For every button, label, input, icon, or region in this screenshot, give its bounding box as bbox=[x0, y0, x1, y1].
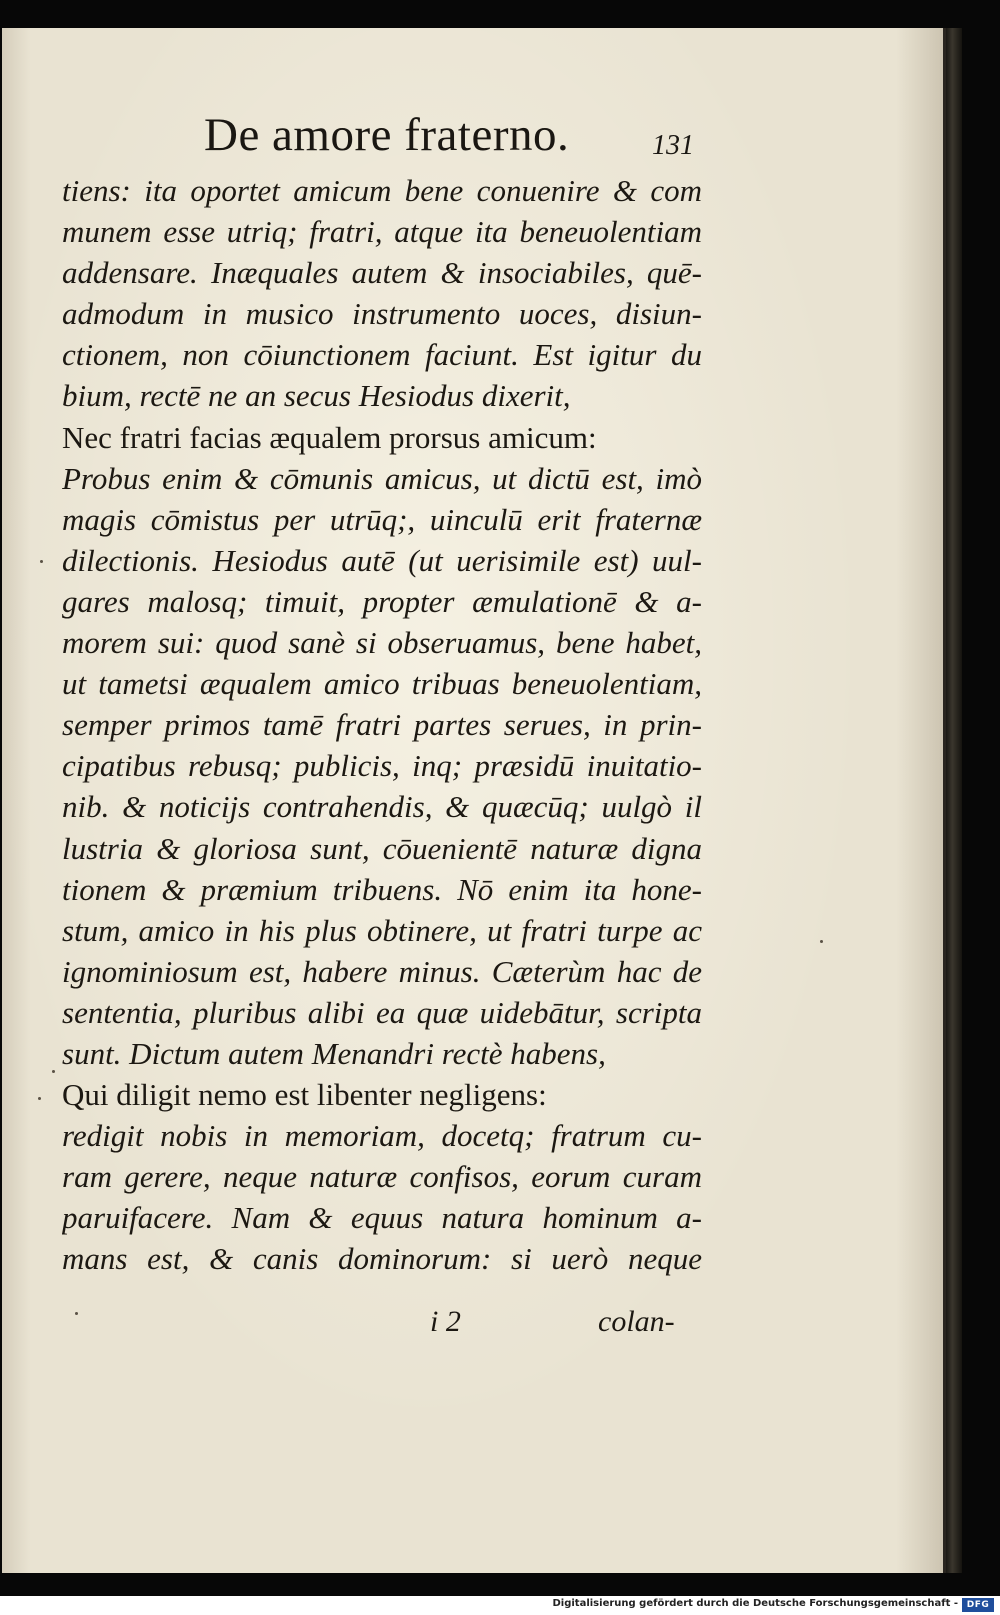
text-line: ctionem, non cōiunctionem faciunt. Est igitur du bbox=[62, 337, 702, 373]
text-line: ut tametsi æqualem amico tribuas beneuolentiam, bbox=[62, 666, 702, 702]
page-edge bbox=[946, 28, 962, 1573]
text-line: addensare. Inæquales autem & insociabiles, quē- bbox=[62, 255, 702, 291]
verse-line: Nec fratri facias æqualem prorsus amicum: bbox=[62, 419, 597, 455]
text-line: gares malosq; timuit, propter æmulationē & a- bbox=[62, 583, 702, 619]
text-line: sententia, pluribus alibi ea quæ uidebātur, scripta bbox=[62, 994, 702, 1030]
text-line: tiens: ita oportet amicum bene conuenire & com bbox=[62, 173, 702, 208]
text-line: mans est, & canis dominorum: si uerò neque bbox=[62, 1241, 702, 1277]
text-line: sunt. Dictum autem Menandri rectè habens, bbox=[62, 1035, 606, 1071]
text-line: stum, amico in his plus obtinere, ut fratri turpe ac bbox=[62, 912, 702, 948]
text-line: munem esse utriq; fratri, atque ita beneuolentiam bbox=[62, 214, 702, 250]
signature-mark: i 2 bbox=[430, 1305, 461, 1338]
text-line: ignominiosum est, habere minus. Cæterùm hac de bbox=[62, 953, 702, 989]
text-line: paruifacere. Nam & equus natura hominum a- bbox=[62, 1200, 702, 1236]
text-line: tionem & præmium tribuens. Nō enim ita hone- bbox=[62, 871, 702, 907]
digitization-footer bbox=[0, 1596, 1000, 1615]
text-line: lustria & gloriosa sunt, cōuenientē naturæ digna bbox=[62, 830, 702, 866]
folio-number: 131 bbox=[652, 130, 694, 161]
footer-credit: Digitalisierung gefördert durch die Deutsche Forschungsgemeinschaft - bbox=[552, 1598, 958, 1609]
text-block bbox=[62, 170, 702, 1280]
running-head bbox=[0, 108, 1000, 168]
dfg-logo-icon: DFG bbox=[962, 1598, 994, 1612]
text-line: admodum in musico instrumento uoces, disiun- bbox=[62, 296, 702, 332]
verse-line: Qui diligit nemo est libenter negligens: bbox=[62, 1077, 547, 1113]
text-line: magis cōmistus per utrūq;, uinculū erit fraternæ bbox=[62, 501, 702, 537]
text-line: cipatibus rebusq; publicis, inq; præsidū inuitatio- bbox=[62, 748, 702, 784]
text-line: ram gerere, neque naturæ confisos, eorum curam bbox=[62, 1159, 702, 1195]
text-line: dilectionis. Hesiodus autē (ut uerisimile est) uul- bbox=[62, 542, 702, 578]
text-line: Probus enim & cōmunis amicus, ut dictū est, imò bbox=[62, 460, 702, 496]
running-title: De amore fraterno. bbox=[204, 109, 570, 161]
catchword: colan- bbox=[598, 1305, 675, 1338]
signature-line bbox=[430, 1305, 690, 1345]
text-line: bium, rectē ne an secus Hesiodus dixerit, bbox=[62, 378, 571, 414]
text-line: redigit nobis in memoriam, docetq; fratrum cu- bbox=[62, 1118, 702, 1154]
text-line: nib. & noticijs contrahendis, & quæcūq; uulgò il bbox=[62, 789, 702, 825]
text-line: semper primos tamē fratri partes serues, in prin- bbox=[62, 707, 702, 743]
text-line: morem sui: quod sanè si obseruamus, bene habet, bbox=[62, 625, 702, 661]
